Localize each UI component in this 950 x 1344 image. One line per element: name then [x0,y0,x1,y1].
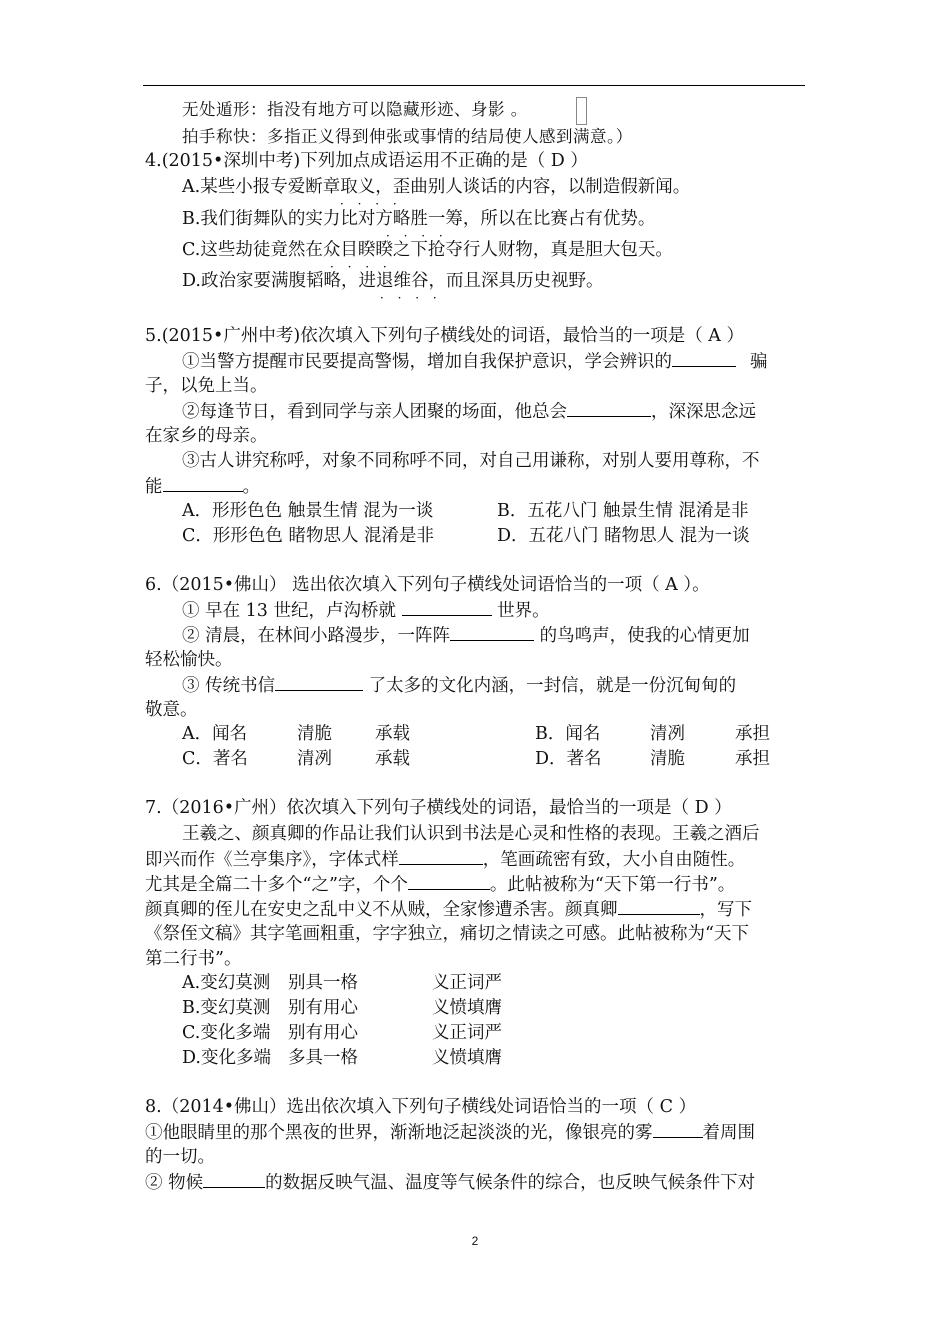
q4-option-c: C.这些劫徒竟然在众目睽睽之下抢夺行人财物，真是胆大包天。 [182,240,673,260]
fill-blank [203,1170,265,1188]
q5-stem: 5.(2015•广州中考)依次填入下列句子横线处的词语，最恰当的一项是（ A ） [145,326,744,346]
q4-option-b: B.我们街舞队的实力比对方略胜一筹，所以在比赛占有优势。 [182,209,656,229]
page-number: 2 [471,1234,479,1248]
q4-emphasis-dots-d: · · · · [380,291,442,305]
q4-emphasis-dots-c: · · · · [330,260,392,274]
q7-passage-6: 第二行书”。 [145,949,242,969]
note-line-2: 拍手称快：多指正义得到伸张或事情的结局使人感到满意。） [182,127,633,146]
q8-sentence-1-cont: 的一切。 [145,1147,215,1167]
q7-option-c: C.变化多端 别有用心 义正词严 [182,1023,502,1043]
q7-passage-5: 《祭侄文稿》其字笔画粗重，字字独立，痛切之情读之可感。此帖被称为“天下 [145,924,749,944]
q6-option-b: B．闻名 清冽 承担 [535,724,770,744]
fill-blank [450,623,534,641]
q5-sentence-3-cont: 能 。 [145,474,260,499]
q5-sentence-3: ③古人讲究称呼，对象不同称呼不同，对自己用谦称，对别人要用尊称，不 [182,451,760,471]
q5-option-a: A．形形色色 触景生情 混为一谈 [182,501,434,521]
fill-blank [618,897,700,915]
q7-option-a: A.变幻莫测 别具一格 义正词严 [182,973,502,993]
q7-passage-2: 即兴而作《兰亭集序》，字体式样 ，笔画疏密有致，大小自由随性。 [145,847,745,872]
fill-blank [672,349,736,367]
q6-sentence-2: ② 清晨，在林间小路漫步，一阵阵 的鸟鸣声，使我的心情更加 [182,623,750,648]
q6-sentence-1: ① 早在 13 世纪，卢沟桥就 世界。 [182,598,550,623]
q8-stem: 8.（2014•佛山）选出依次填入下列句子横线处词语恰当的一项（ C ） [145,1097,697,1117]
q4-option-d: D.政治家要满腹韬略，进退维谷，而且深具历史视野。 [182,271,604,291]
header-rule [143,85,805,86]
q8-sentence-1: ①他眼睛里的那个黑夜的世界，渐渐地泛起淡淡的光，像银亮的雾 着周围 [145,1120,755,1145]
fill-blank [275,673,363,691]
q7-option-d: D.变化多端 多具一格 义愤填膺 [182,1048,502,1068]
q7-option-b: B.变幻莫测 别有用心 义愤填膺 [182,998,502,1018]
q5-sentence-1: ①当警方提醒市民要提高警惕，增加自我保护意识，学会辨识的 骗 [182,349,768,374]
fill-blank [399,847,483,865]
fill-blank [567,399,651,417]
q7-passage-4: 颜真卿的侄儿在安史之乱中义不从贼，全家惨遭杀害。颜真卿 ，写下 [145,897,752,922]
q7-stem: 7.（2016•广州）依次填入下列句子横线处的词语，最恰当的一项是（ D ） [145,798,732,818]
q7-passage-3: 尤其是全篇二十多个“之”字，个个 。此帖被称为“天下第一行书”。 [145,872,735,897]
q4-stem: 4.(2015•深圳中考)下列加点成语运用不正确的是（ D ） [145,151,588,171]
q5-sentence-2: ②每逢节日，看到同学与亲人团聚的场面，他总会 ，深深思念远 [182,399,756,424]
fill-blank [408,872,490,890]
q5-option-c: C．形形色色 睹物思人 混淆是非 [182,526,435,546]
q4-option-a: A.某些小报专爱断章取义，歪曲别人谈话的内容，以制造假新闻。 [182,177,691,197]
fill-blank [163,474,243,492]
q6-option-a: A．闻名 清脆 承载 [182,724,410,744]
q6-option-c: C．著名 清冽 承载 [182,749,410,769]
note-line-1: 无处遁形：指没有地方可以隐藏形迹、身影 。 [182,100,528,119]
q6-option-d: D．著名 清脆 承担 [535,749,770,769]
fill-blank [402,598,492,616]
q8-sentence-2: ② 物候 的数据反映气温、温度等气候条件的综合，也反映气候条件下对 [145,1170,755,1195]
q6-sentence-2-cont: 轻松愉快。 [145,650,233,670]
fill-blank [653,1120,703,1138]
q5-option-d: D．五花八门 睹物思人 混为一谈 [497,526,750,546]
q4-emphasis-dots-b: · · · · [386,229,448,243]
q5-option-b: B．五花八门 触景生情 混淆是非 [497,501,749,521]
q4-emphasis-dots-a: · · · · [340,197,402,211]
q5-sentence-1-cont: 子，以免上当。 [145,376,268,396]
q6-sentence-3-cont: 敬意。 [145,700,198,720]
text-cursor-box [576,97,587,125]
q5-sentence-2-cont: 在家乡的母亲。 [145,426,268,446]
q6-sentence-3: ③ 传统书信 了太多的文化内涵，一封信，就是一份沉甸甸的 [182,673,736,698]
q7-passage-1: 王羲之、颜真卿的作品让我们认识到书法是心灵和性格的表现。王羲之酒后 [182,824,760,844]
q6-stem: 6.（2015•佛山） 选出依次填入下列句子横线处词语恰当的一项（ A ）。 [145,575,710,595]
